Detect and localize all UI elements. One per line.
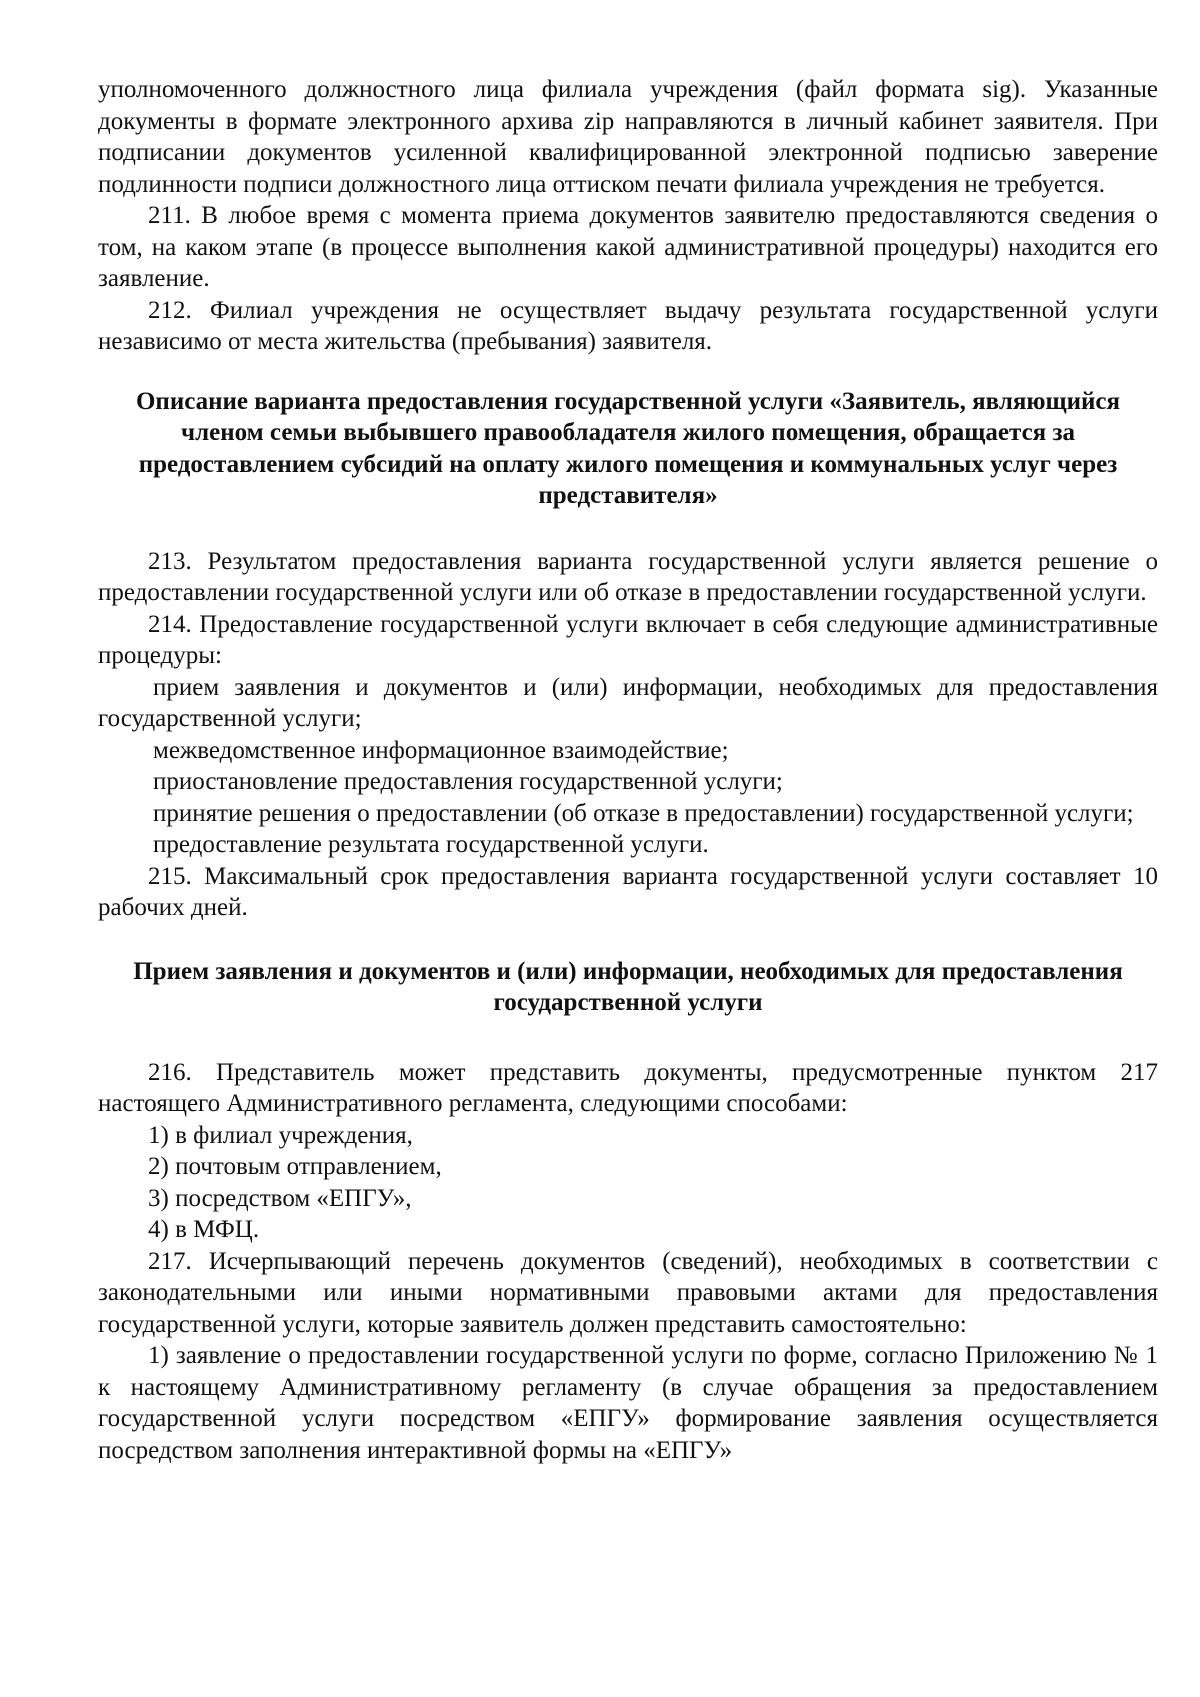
paragraph-214: 214. Предоставление государственной услуги включает в себя следующие административные процедуры: [98,610,1158,669]
procedure-item: предоставление результата государственной услуги. [153,831,709,858]
section-heading-reception: Прием заявления и документов и (или) информации, необходимых для предоставления государственной услуги [133,957,1123,1016]
method-item: 3) посредством «ЕПГУ», [148,1184,412,1212]
method-item: 2) почтовым отправлением, [148,1153,442,1180]
paragraph-217: 217. Исчерпывающий перечень документов (сведений), необходимых в соответствии с законодательными или иными нормативными правовыми актами для предоставления государственной услуги, которые заявитель должен представить самостоятельно: [98,1247,1158,1338]
section-heading-variant: Описание варианта предоставления государственной услуги «Заявитель, являющийся членом семьи выбывшего правообладателя жилого помещения, обращается за предоставлением субсидий на оплату жилого помещения и коммунальных услуг через представителя» [135,387,1121,509]
method-item: 4) в МФЦ. [148,1216,260,1243]
paragraph-213: 213. Результатом предоставления варианта государственной услуги является решение о предоставлении государственной услуги или об отказе в предоставлении государственной услуги. [98,547,1158,606]
document-item: 1) заявление о предоставлении государственной услуги по форме, согласно Приложению № 1 к настоящему Административному регламенту (в случае обращения за предоставлением государственной услуги посредством «ЕПГУ» формирование заявления осуществляется посредством заполнения интерактивной формы на «ЕПГУ» [98,1342,1158,1464]
method-item: 1) в филиал учреждения, [148,1121,413,1149]
paragraph-212: 212. Филиал учреждения не осуществляет выдачу результата государственной услуги независимо от места жительства (пребывания) заявителя. [98,296,1158,355]
paragraph-216: 216. Представитель может представить документы, предусмотренные пунктом 217 настоящего Административного регламента, следующими способами: [98,1058,1158,1117]
paragraph-211: 211. В любое время с момента приема документов заявителю предоставляются сведения о том, на каком этапе (в процессе выполнения какой административной процедуры) находится его заявление. [98,202,1158,292]
procedure-item: прием заявления и документов и (или) информации, необходимых для предоставления государственной услуги; [98,673,1158,732]
document-page [98,74,1158,1466]
paragraph-215: 215. Максимальный срок предоставления варианта государственной услуги составляет 10 рабочих дней. [98,862,1158,921]
procedure-item: принятие решения о предоставлении (об отказе в предоставлении) государственной услуги; [153,799,1134,827]
procedure-item: межведомственное информационное взаимодействие; [153,736,729,764]
procedure-item: приостановление предоставления государственной услуги; [153,768,783,795]
paragraph-continuation: уполномоченного должностного лица филиала учреждения (файл формата sig). Указанные документы в формате электронного архива zip направляются в личный кабинет заявителя. При подписании документов усиленной квалифицированной электронной подписью заверение подлинности подписи должностного лица оттиском печати филиала учреждения не требуется. [98,76,1158,198]
